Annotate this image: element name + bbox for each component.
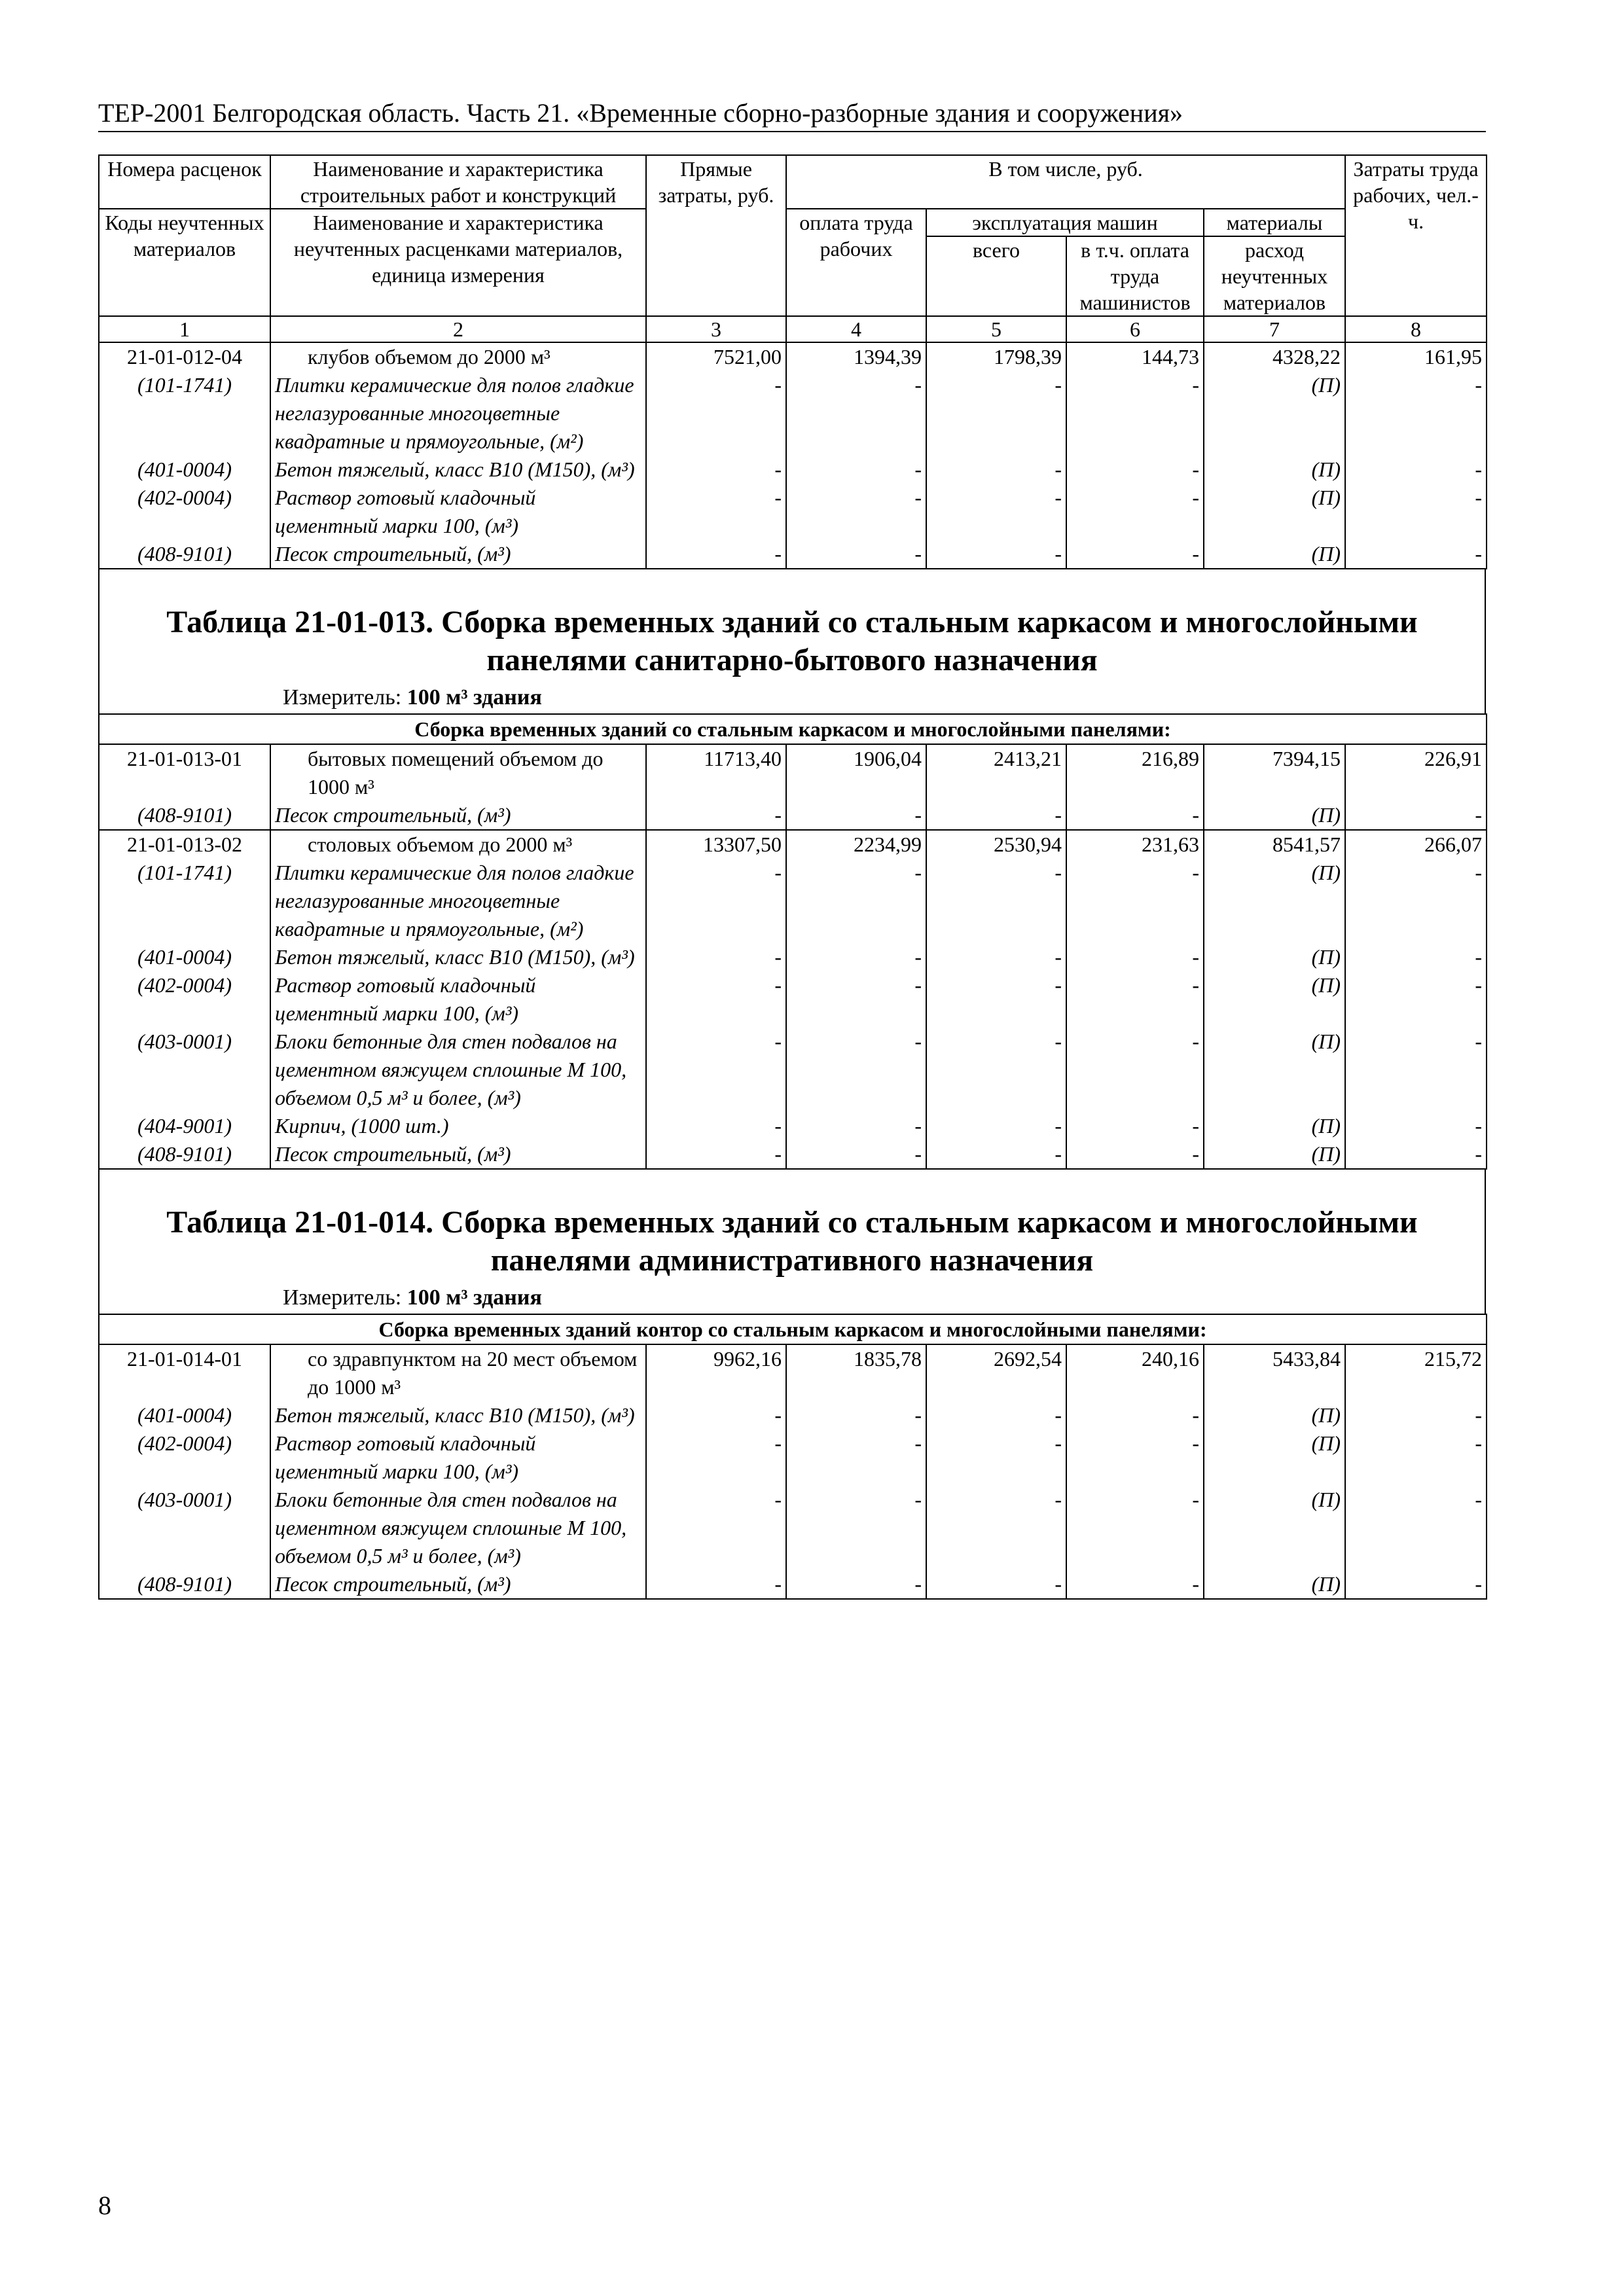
table-013-rows — [99, 744, 1487, 1169]
worker-wages-cell: - — [786, 1401, 926, 1429]
materials-cell: (П) — [1204, 1486, 1345, 1570]
worker-wages-cell: - — [786, 456, 926, 484]
description-cell: Песок строительный, (м³) — [270, 540, 646, 569]
labor-costs-cell: - — [1345, 943, 1487, 971]
material-row — [99, 1429, 1487, 1486]
machines-total-cell: - — [926, 971, 1066, 1028]
materials-cell: (П) — [1204, 1401, 1345, 1429]
labor-costs-cell: - — [1345, 484, 1487, 540]
page-number: 8 — [98, 2191, 111, 2220]
rate-code-cell: (403-0001) — [99, 1486, 270, 1570]
rate-row — [99, 342, 1487, 371]
material-row — [99, 1140, 1487, 1169]
col-machine-operation: эксплуатация машин — [926, 209, 1204, 236]
worker-wages-cell: 1835,78 — [786, 1344, 926, 1401]
rate-code-cell: (408-9101) — [99, 1140, 270, 1169]
direct-costs-cell: - — [646, 484, 786, 540]
worker-wages-cell: - — [786, 1140, 926, 1169]
direct-costs-cell: - — [646, 1140, 786, 1169]
material-row — [99, 484, 1487, 540]
material-row — [99, 801, 1487, 830]
machinist-wages-cell: 216,89 — [1066, 744, 1204, 801]
meter-value: 100 м³ здания — [406, 1285, 542, 1310]
labor-costs-cell: - — [1345, 1401, 1487, 1429]
direct-costs-cell: - — [646, 943, 786, 971]
direct-costs-cell: - — [646, 540, 786, 569]
machinist-wages-cell: - — [1066, 943, 1204, 971]
materials-cell: (П) — [1204, 456, 1345, 484]
labor-costs-cell: - — [1345, 371, 1487, 456]
machinist-wages-cell: 240,16 — [1066, 1344, 1204, 1401]
machines-total-cell: - — [926, 1140, 1066, 1169]
table-013-meter — [283, 683, 1485, 713]
direct-costs-cell: - — [646, 1429, 786, 1486]
column-number: 1 — [99, 316, 270, 342]
labor-costs-cell: - — [1345, 859, 1487, 943]
direct-costs-cell: - — [646, 801, 786, 830]
direct-costs-cell: 11713,40 — [646, 744, 786, 801]
col-including: В том числе, руб. — [786, 155, 1345, 209]
worker-wages-cell: 1394,39 — [786, 342, 926, 371]
materials-cell: 4328,22 — [1204, 342, 1345, 371]
labor-costs-cell: - — [1345, 1028, 1487, 1112]
direct-costs-cell: - — [646, 371, 786, 456]
table-014-heading — [98, 1170, 1486, 1314]
direct-costs-cell: 7521,00 — [646, 342, 786, 371]
machinist-wages-cell: - — [1066, 540, 1204, 569]
machinist-wages-cell: - — [1066, 484, 1204, 540]
materials-cell: 8541,57 — [1204, 830, 1345, 859]
machinist-wages-cell: - — [1066, 1140, 1204, 1169]
col-machinist-wages: в т.ч. оплата труда машинистов — [1066, 236, 1204, 316]
column-number: 4 — [786, 316, 926, 342]
machines-total-cell: - — [926, 801, 1066, 830]
machinist-wages-cell: - — [1066, 1570, 1204, 1599]
direct-costs-cell: - — [646, 1112, 786, 1140]
materials-cell: 7394,15 — [1204, 744, 1345, 801]
col-machines-total: всего — [926, 236, 1066, 316]
material-row — [99, 1486, 1487, 1570]
rate-code-cell: (402-0004) — [99, 1429, 270, 1486]
machinist-wages-cell: - — [1066, 1401, 1204, 1429]
rate-code-cell: (101-1741) — [99, 371, 270, 456]
machinist-wages-cell: - — [1066, 1112, 1204, 1140]
labor-costs-cell: - — [1345, 456, 1487, 484]
machines-total-cell: - — [926, 1486, 1066, 1570]
machines-total-cell: - — [926, 371, 1066, 456]
rate-row — [99, 1344, 1487, 1401]
table-column-header — [99, 155, 1487, 316]
material-row — [99, 1028, 1487, 1112]
table-014-subheader: Сборка временных зданий контор со стальным каркасом и многослойными панелями: — [99, 1314, 1487, 1344]
description-cell: Раствор готовый кладочный цементный марки 100, (м³) — [270, 971, 646, 1028]
labor-costs-cell: 266,07 — [1345, 830, 1487, 859]
rate-code-cell: (403-0001) — [99, 1028, 270, 1112]
machines-total-cell: - — [926, 484, 1066, 540]
rates-table-012 — [98, 154, 1487, 569]
table-014-meter — [283, 1283, 1485, 1314]
description-cell: Песок строительный, (м³) — [270, 1570, 646, 1599]
description-cell: Бетон тяжелый, класс В10 (М150), (м³) — [270, 456, 646, 484]
machines-total-cell: - — [926, 1570, 1066, 1599]
rate-code-cell: (401-0004) — [99, 943, 270, 971]
worker-wages-cell: - — [786, 484, 926, 540]
machinist-wages-cell: 231,63 — [1066, 830, 1204, 859]
labor-costs-cell: - — [1345, 540, 1487, 569]
worker-wages-cell: - — [786, 1486, 926, 1570]
column-number: 5 — [926, 316, 1066, 342]
machines-total-cell: - — [926, 859, 1066, 943]
table-013-title: Таблица 21-01-013. Сборка временных зданий со стальным каркасом и многослойными панелями санитарно-бытового назначения — [166, 605, 1418, 677]
materials-cell: (П) — [1204, 1112, 1345, 1140]
worker-wages-cell: - — [786, 1112, 926, 1140]
description-cell: Блоки бетонные для стен подвалов на цементном вяжущем сплошные М 100, объемом 0,5 м³ и более, (м³) — [270, 1028, 646, 1112]
materials-cell: (П) — [1204, 1140, 1345, 1169]
rate-code-cell: (402-0004) — [99, 971, 270, 1028]
col-labor-costs: Затраты труда рабочих, чел.-ч. — [1345, 155, 1487, 316]
description-cell: Бетон тяжелый, класс В10 (М150), (м³) — [270, 1401, 646, 1429]
direct-costs-cell: - — [646, 1486, 786, 1570]
worker-wages-cell: 2234,99 — [786, 830, 926, 859]
worker-wages-cell: - — [786, 943, 926, 971]
description-cell: Песок строительный, (м³) — [270, 1140, 646, 1169]
worker-wages-cell: - — [786, 859, 926, 943]
description-cell: Плитки керамические для полов гладкие неглазурованные многоцветные квадратные и прямоугольные, (м²) — [270, 371, 646, 456]
description-cell: Блоки бетонные для стен подвалов на цементном вяжущем сплошные М 100, объемом 0,5 м³ и более, (м³) — [270, 1486, 646, 1570]
materials-cell: (П) — [1204, 540, 1345, 569]
rate-code-cell: (402-0004) — [99, 484, 270, 540]
labor-costs-cell: - — [1345, 1570, 1487, 1599]
machines-total-cell: 2692,54 — [926, 1344, 1066, 1401]
material-row — [99, 971, 1487, 1028]
material-row — [99, 943, 1487, 971]
materials-cell: (П) — [1204, 801, 1345, 830]
column-number: 2 — [270, 316, 646, 342]
rate-code-cell: (401-0004) — [99, 456, 270, 484]
description-cell: Раствор готовый кладочный цементный марки 100, (м³) — [270, 484, 646, 540]
machinist-wages-cell: - — [1066, 456, 1204, 484]
machinist-wages-cell: - — [1066, 801, 1204, 830]
table-014-rows — [99, 1344, 1487, 1599]
machinist-wages-cell: - — [1066, 371, 1204, 456]
col-rate-numbers: Номера расценок — [99, 155, 270, 209]
description-cell: Песок строительный, (м³) — [270, 801, 646, 830]
rate-row — [99, 744, 1487, 801]
rate-code-cell: (404-9001) — [99, 1112, 270, 1140]
worker-wages-cell: - — [786, 971, 926, 1028]
direct-costs-cell: - — [646, 1401, 786, 1429]
labor-costs-cell: - — [1345, 1486, 1487, 1570]
rate-code-cell: 21-01-012-04 — [99, 342, 270, 371]
rate-code-cell: 21-01-013-01 — [99, 744, 270, 801]
materials-cell: (П) — [1204, 943, 1345, 971]
labor-costs-cell: 161,95 — [1345, 342, 1487, 371]
meter-value: 100 м³ здания — [406, 685, 542, 709]
meter-label: Измеритель: — [283, 685, 402, 709]
description-cell: столовых объемом до 2000 м³ — [270, 830, 646, 859]
machinist-wages-cell: - — [1066, 1429, 1204, 1486]
col-material-names: Наименование и характеристика неучтенных расценками материалов, единица измерения — [270, 209, 646, 316]
machines-total-cell: 1798,39 — [926, 342, 1066, 371]
material-row — [99, 859, 1487, 943]
rate-code-cell: (408-9101) — [99, 801, 270, 830]
col-materials: материалы — [1204, 209, 1345, 236]
description-cell: Раствор готовый кладочный цементный марки 100, (м³) — [270, 1429, 646, 1486]
direct-costs-cell: 9962,16 — [646, 1344, 786, 1401]
materials-cell: (П) — [1204, 971, 1345, 1028]
machines-total-cell: - — [926, 1112, 1066, 1140]
rate-row — [99, 830, 1487, 859]
worker-wages-cell: 1906,04 — [786, 744, 926, 801]
material-row — [99, 1401, 1487, 1429]
table-013-heading — [98, 569, 1486, 713]
rate-code-cell: 21-01-014-01 — [99, 1344, 270, 1401]
col-material-codes: Коды неучтенных материалов — [99, 209, 270, 316]
meter-label: Измеритель: — [283, 1285, 402, 1310]
labor-costs-cell: 226,91 — [1345, 744, 1487, 801]
col-direct-costs: Прямые затраты, руб. — [646, 155, 786, 316]
worker-wages-cell: - — [786, 371, 926, 456]
worker-wages-cell: - — [786, 801, 926, 830]
materials-cell: (П) — [1204, 484, 1345, 540]
description-cell: Бетон тяжелый, класс В10 (М150), (м³) — [270, 943, 646, 971]
machines-total-cell: - — [926, 943, 1066, 971]
column-numbers — [99, 316, 1487, 342]
material-row — [99, 1112, 1487, 1140]
rate-code-cell: (408-9101) — [99, 540, 270, 569]
materials-cell: (П) — [1204, 1570, 1345, 1599]
materials-cell: 5433,84 — [1204, 1344, 1345, 1401]
machines-total-cell: - — [926, 1028, 1066, 1112]
direct-costs-cell: - — [646, 859, 786, 943]
column-number: 7 — [1204, 316, 1345, 342]
rate-code-cell: (401-0004) — [99, 1401, 270, 1429]
direct-costs-cell: - — [646, 1028, 786, 1112]
document-body — [98, 154, 1486, 1600]
table-014-title: Таблица 21-01-014. Сборка временных зданий со стальным каркасом и многослойными панелями административного назначения — [166, 1205, 1418, 1278]
materials-cell: (П) — [1204, 1429, 1345, 1486]
machines-total-cell: - — [926, 1401, 1066, 1429]
rate-code-cell: (408-9101) — [99, 1570, 270, 1599]
material-row — [99, 540, 1487, 569]
worker-wages-cell: - — [786, 1028, 926, 1112]
description-cell: Плитки керамические для полов гладкие неглазурованные многоцветные квадратные и прямоугольные, (м²) — [270, 859, 646, 943]
machines-total-cell: - — [926, 456, 1066, 484]
description-cell: Кирпич, (1000 шт.) — [270, 1112, 646, 1140]
material-row — [99, 456, 1487, 484]
column-number: 6 — [1066, 316, 1204, 342]
rate-code-cell: 21-01-013-02 — [99, 830, 270, 859]
machines-total-cell: - — [926, 1429, 1066, 1486]
materials-cell: (П) — [1204, 1028, 1345, 1112]
description-cell: со здравпунктом на 20 мест объемом до 1000 м³ — [270, 1344, 646, 1401]
rates-table-013 — [98, 713, 1487, 1170]
machines-total-cell: - — [926, 540, 1066, 569]
labor-costs-cell: - — [1345, 1112, 1487, 1140]
col-worker-wages: оплата труда рабочих — [786, 209, 926, 316]
rates-table-014 — [98, 1314, 1487, 1600]
labor-costs-cell: 215,72 — [1345, 1344, 1487, 1401]
description-cell: бытовых помещений объемом до 1000 м³ — [270, 744, 646, 801]
machines-total-cell: 2413,21 — [926, 744, 1066, 801]
column-number: 8 — [1345, 316, 1487, 342]
col-unaccounted-materials: расход неучтенных материалов — [1204, 236, 1345, 316]
machinist-wages-cell: - — [1066, 859, 1204, 943]
machinist-wages-cell: - — [1066, 971, 1204, 1028]
column-number: 3 — [646, 316, 786, 342]
table-012-rows — [99, 342, 1487, 569]
description-cell: клубов объемом до 2000 м³ — [270, 342, 646, 371]
materials-cell: (П) — [1204, 859, 1345, 943]
direct-costs-cell: 13307,50 — [646, 830, 786, 859]
worker-wages-cell: - — [786, 1429, 926, 1486]
direct-costs-cell: - — [646, 1570, 786, 1599]
worker-wages-cell: - — [786, 1570, 926, 1599]
materials-cell: (П) — [1204, 371, 1345, 456]
worker-wages-cell: - — [786, 540, 926, 569]
page-header: ТЕР-2001 Белгородская область. Часть 21. «Временные сборно-разборные здания и сооружения» — [98, 97, 1486, 132]
machines-total-cell: 2530,94 — [926, 830, 1066, 859]
labor-costs-cell: - — [1345, 1429, 1487, 1486]
direct-costs-cell: - — [646, 971, 786, 1028]
rate-code-cell: (101-1741) — [99, 859, 270, 943]
material-row — [99, 1570, 1487, 1599]
machinist-wages-cell: - — [1066, 1028, 1204, 1112]
labor-costs-cell: - — [1345, 1140, 1487, 1169]
table-013-subheader: Сборка временных зданий со стальным каркасом и многослойными панелями: — [99, 714, 1487, 744]
material-row — [99, 371, 1487, 456]
labor-costs-cell: - — [1345, 801, 1487, 830]
direct-costs-cell: - — [646, 456, 786, 484]
col-work-names: Наименование и характеристика строительных работ и конструкций — [270, 155, 646, 209]
machinist-wages-cell: - — [1066, 1486, 1204, 1570]
machinist-wages-cell: 144,73 — [1066, 342, 1204, 371]
labor-costs-cell: - — [1345, 971, 1487, 1028]
